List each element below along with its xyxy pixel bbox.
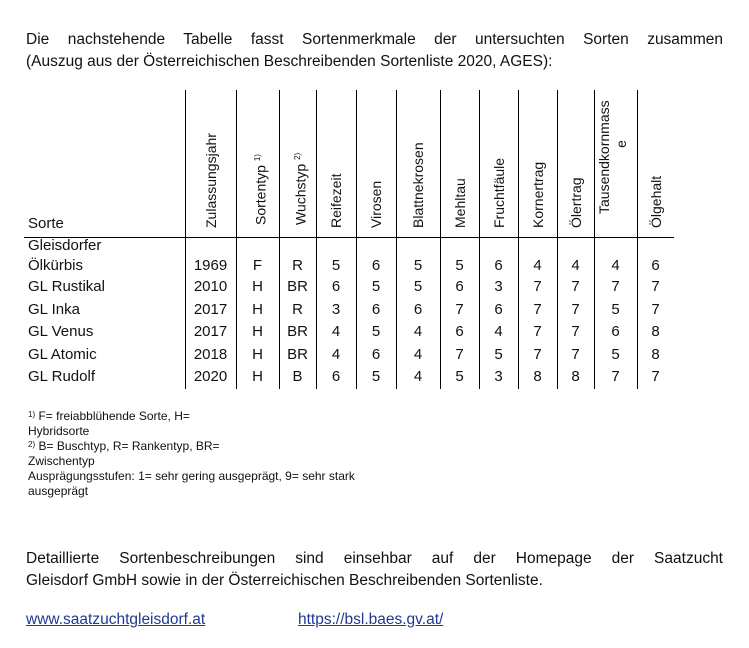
cell-reifezeit: 6 xyxy=(331,278,341,295)
variety-name-line-1: GL Rustikal xyxy=(28,278,105,295)
link-bsl[interactable]: https://bsl.baes.gv.at/ xyxy=(298,611,444,628)
cell-reifezeit: 4 xyxy=(331,345,341,363)
footnote-1-text: F= freiabblühende Sorte, H= xyxy=(38,409,190,423)
cell-zulassungsjahr: 2020 xyxy=(193,368,228,385)
column-header-tausendkornmasse xyxy=(594,90,637,236)
footnote-2-text-cont: Zwischentyp xyxy=(28,454,95,468)
cell-tausendkornmasse: 7 xyxy=(611,368,620,385)
cell-reifezeit: 4 xyxy=(331,323,341,340)
column-header-label: Tausendkornmass xyxy=(595,100,612,214)
cell-blattnekrosen: 4 xyxy=(413,345,423,363)
cell-wuchstyp: B xyxy=(292,368,303,385)
column-header-label: Wuchstyp xyxy=(292,164,309,226)
footnote-3-text-cont: ausgeprägt xyxy=(28,484,89,498)
outro-paragraph xyxy=(26,548,723,592)
sorte-header: Sorte xyxy=(28,215,64,232)
column-header-sortentyp xyxy=(236,90,279,236)
cell-sortentyp: H xyxy=(252,345,263,363)
cell-blattnekrosen: 5 xyxy=(413,278,423,295)
cell-oelgehalt: 7 xyxy=(651,278,660,295)
cell-kornertrag: 7 xyxy=(533,300,542,318)
footnote-1-text-cont: Hybridsorte xyxy=(28,424,90,438)
cell-oelertrag: 7 xyxy=(571,345,580,363)
cell-oelertrag: 7 xyxy=(571,300,580,318)
cell-mehltau: 7 xyxy=(455,300,464,318)
cell-sortentyp: H xyxy=(252,278,263,295)
variety-name-line-2: Ölkürbis xyxy=(28,257,84,274)
cell-oelertrag: 7 xyxy=(571,278,580,295)
column-header-zulassungsjahr xyxy=(185,90,236,236)
cell-tausendkornmasse: 4 xyxy=(611,257,620,274)
cell-oelgehalt: 8 xyxy=(651,345,660,363)
cell-wuchstyp: BR xyxy=(287,278,308,295)
cell-mehltau: 5 xyxy=(455,368,464,385)
cell-tausendkornmasse: 7 xyxy=(611,278,620,295)
cell-wuchstyp: BR xyxy=(287,345,308,363)
cell-kornertrag: 8 xyxy=(533,368,542,385)
cell-kornertrag: 4 xyxy=(533,257,542,274)
cell-zulassungsjahr: 2017 xyxy=(193,300,228,318)
cell-fruchtfaeule: 3 xyxy=(494,278,503,295)
cell-kornertrag: 7 xyxy=(533,323,542,340)
cell-virosen: 6 xyxy=(371,300,381,318)
cell-mehltau: 5 xyxy=(455,257,464,274)
cell-blattnekrosen: 4 xyxy=(413,323,423,340)
cell-kornertrag: 7 xyxy=(533,278,542,295)
intro-line-2: (Auszug aus der Österreichischen Beschreibenden Sortenliste 2020, AGES): xyxy=(26,53,553,70)
variety-name-line-1: GL Inka xyxy=(28,300,80,318)
header-divider xyxy=(24,237,674,238)
cell-virosen: 6 xyxy=(371,345,381,363)
variety-name xyxy=(28,323,93,340)
column-header-blattnekrosen xyxy=(396,90,440,236)
variety-name xyxy=(28,278,105,295)
footnotes xyxy=(28,409,418,499)
cell-fruchtfaeule: 6 xyxy=(494,300,503,318)
cell-zulassungsjahr: 2010 xyxy=(193,278,228,295)
cell-oelertrag: 7 xyxy=(571,323,580,340)
column-header-wuchstyp xyxy=(279,90,316,236)
cell-virosen: 5 xyxy=(371,368,381,385)
link-bsl-wrap xyxy=(298,611,443,629)
cell-oelertrag: 4 xyxy=(571,257,580,274)
intro-paragraph xyxy=(26,29,723,73)
column-header-label: Sortentyp xyxy=(252,165,269,226)
column-header-kornertrag xyxy=(518,90,557,236)
cell-tausendkornmasse: 5 xyxy=(611,345,620,363)
cell-zulassungsjahr: 2018 xyxy=(193,345,228,363)
variety-name-line-1: Gleisdorfer xyxy=(28,237,102,254)
column-header-label: Reifezeit xyxy=(328,173,344,228)
column-header-footnote-mark: 2) xyxy=(292,153,302,161)
cell-tausendkornmasse: 5 xyxy=(611,300,620,318)
cell-sortentyp: H xyxy=(252,323,263,340)
cell-oelertrag: 8 xyxy=(571,368,580,385)
variety-name xyxy=(28,236,101,276)
variety-name-line-1: GL Rudolf xyxy=(28,368,95,385)
variety-name xyxy=(28,368,95,385)
column-header-virosen xyxy=(356,90,396,236)
column-header-label: Blattnekrosen xyxy=(410,142,426,228)
cell-fruchtfaeule: 3 xyxy=(494,368,503,385)
cell-fruchtfaeule: 6 xyxy=(494,257,503,274)
cell-virosen: 5 xyxy=(371,278,381,295)
column-header-label: Kornertrag xyxy=(529,161,546,228)
outro-line-1: Detaillierte Sortenbeschreibungen sind einsehbar auf der Homepage der Saatzucht xyxy=(26,550,723,567)
cell-tausendkornmasse: 6 xyxy=(611,323,620,340)
cell-blattnekrosen: 6 xyxy=(413,300,423,318)
column-header-label: Virosen xyxy=(368,180,384,228)
cell-zulassungsjahr: 2017 xyxy=(193,323,228,340)
footnote-2-mark: 2) xyxy=(28,440,36,449)
cell-wuchstyp: R xyxy=(292,300,303,318)
intro-line-1: Die nachstehende Tabelle fasst Sortenmerkmale der untersuchten Sorten zusammen xyxy=(26,31,723,48)
variety-name xyxy=(28,301,80,318)
cell-fruchtfaeule: 5 xyxy=(494,345,503,363)
column-header-label: Ölgehalt xyxy=(647,175,664,228)
cell-reifezeit: 3 xyxy=(331,300,341,318)
column-header-label: Zulassungsjahr xyxy=(202,133,219,228)
column-header-mehltau xyxy=(440,90,479,236)
cell-oelgehalt: 7 xyxy=(651,368,660,385)
outro-line-2: Gleisdorf GmbH sowie in der Österreichischen Beschreibenden Sortenliste. xyxy=(26,572,543,589)
cell-zulassungsjahr: 1969 xyxy=(193,257,228,274)
footnote-1-mark: 1) xyxy=(28,410,36,419)
column-header-label: Fruchtfäule xyxy=(490,157,507,228)
cell-mehltau: 7 xyxy=(455,345,464,363)
column-header-fruchtfaeule xyxy=(479,90,518,236)
footnote-3-text: Ausprägungsstufen: 1= sehr gering ausgeprägt, 9= sehr stark xyxy=(28,469,355,483)
cell-reifezeit: 5 xyxy=(331,257,341,274)
cell-virosen: 6 xyxy=(371,257,381,274)
cell-wuchstyp: BR xyxy=(287,323,308,340)
cell-oelgehalt: 6 xyxy=(651,257,660,274)
cell-sortentyp: H xyxy=(252,300,263,318)
cell-sortentyp: F xyxy=(252,257,263,274)
cell-oelgehalt: 8 xyxy=(651,323,660,340)
cell-blattnekrosen: 4 xyxy=(413,368,423,385)
cell-wuchstyp: R xyxy=(292,257,303,274)
footnote-2-text: B= Buschtyp, R= Rankentyp, BR= xyxy=(38,439,220,453)
column-header-label: Ölertrag xyxy=(567,177,584,228)
column-header-footnote-mark: 1) xyxy=(252,154,262,162)
cell-virosen: 5 xyxy=(371,323,381,340)
variety-name-line-1: GL Atomic xyxy=(28,345,97,363)
cell-blattnekrosen: 5 xyxy=(413,257,423,274)
link-saatzucht-wrap xyxy=(26,611,205,629)
cell-kornertrag: 7 xyxy=(533,345,542,363)
link-saatzucht[interactable]: www.saatzuchtgleisdorf.at xyxy=(26,611,206,628)
column-header-reifezeit xyxy=(316,90,356,236)
column-header-oelertrag xyxy=(557,90,594,236)
column-header-label: Mehltau xyxy=(451,178,468,228)
cell-sortentyp: H xyxy=(252,368,263,385)
variety-name xyxy=(28,346,97,363)
variety-name-line-1: GL Venus xyxy=(28,323,94,340)
cell-mehltau: 6 xyxy=(455,278,464,295)
column-header-label-cont: e xyxy=(612,140,629,148)
cell-fruchtfaeule: 4 xyxy=(494,323,503,340)
column-header-oelgehalt xyxy=(637,90,674,236)
cell-mehltau: 6 xyxy=(455,323,464,340)
cell-reifezeit: 6 xyxy=(331,368,341,385)
cell-oelgehalt: 7 xyxy=(651,300,660,318)
